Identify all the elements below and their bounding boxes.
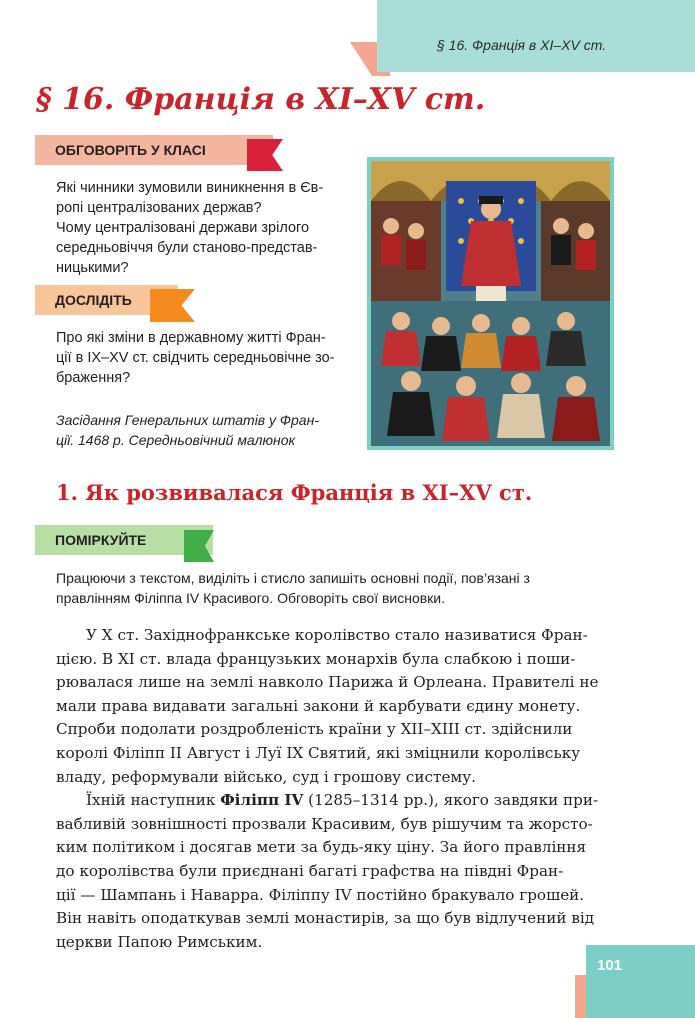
investigate-tag: ДОСЛІДІТЬ xyxy=(35,285,178,315)
think-task xyxy=(56,568,616,608)
body-line: У Х ст. Західнофранкське королівство стало називатися Фран- xyxy=(86,626,588,644)
page-number-box xyxy=(586,945,695,1018)
body-line: рювалася лише на землі навколо Парижа й Орлеана. Правителі не xyxy=(56,673,599,692)
body-line: до королівства були приєднані багаті графства на півдні Фран- xyxy=(56,861,564,880)
philip-iv-bold: Філіпп IV xyxy=(220,791,304,810)
caption-line: Засідання Генеральних штатів у Фран- xyxy=(56,412,319,428)
main-text xyxy=(56,624,626,954)
discuss-ribbon-icon xyxy=(247,139,283,171)
discuss-line: ницькими? xyxy=(56,260,129,276)
body-line-first-p2 xyxy=(56,789,626,813)
think-line: правлінням Філіппа IV Красивого. Обговоріть свої висновки. xyxy=(56,590,446,606)
investigate-line: браження? xyxy=(56,370,131,386)
discuss-line: Які чинники зумовили виникнення в Єв- xyxy=(56,180,324,196)
illustration-caption xyxy=(56,410,356,450)
body-line: цією. В ХІ ст. влада французьких монархів була слабкою і поши- xyxy=(56,649,576,668)
body-text-run: Їхній наступник xyxy=(86,791,221,810)
body-line: ції — Шампань і Наварра. Філіппу IV постійно бракувало грошей. xyxy=(56,885,585,904)
header-band xyxy=(377,0,695,72)
running-header: § 16. Франція в ХІ–ХV ст. xyxy=(437,37,607,53)
investigate-questions xyxy=(56,328,356,388)
investigate-line: Про які зміни в державному житті Фран- xyxy=(56,330,326,346)
investigate-ribbon-icon xyxy=(150,289,195,322)
discuss-questions xyxy=(56,178,356,278)
body-line: Спроби подолати роздробленість країни у ХІІ–ХІІІ ст. здійснили xyxy=(56,720,573,739)
page-number: 101 xyxy=(597,957,623,974)
body-line: королі Філіпп ІІ Август і Луї ІХ Святий, які зміцнили королівську xyxy=(56,743,581,762)
body-line: Він навіть оподаткував землі монастирів, за що був відлучений від xyxy=(56,909,595,928)
body-line: мали права видавати загальні закони й карбувати єдину монету. xyxy=(56,696,581,715)
discuss-tag: ОБГОВОРІТЬ У КЛАСІ xyxy=(35,135,273,165)
investigate-line: ції в ІХ–ХV ст. свідчить середньовічне зо- xyxy=(56,350,335,366)
caption-line: ції. 1468 р. Середньовічний малюнок xyxy=(56,432,296,448)
think-line: Працюючи з текстом, виділіть і стисло запишіть основні події, пов’язані з xyxy=(56,570,530,586)
discuss-line: середньовіччя були станово-представ- xyxy=(56,240,318,256)
body-line: вабливій зовнішності прозвали Красивим, був рішучим та жорсто- xyxy=(56,814,593,833)
paragraph-title: § 16. Франція в ХІ–ХV ст. xyxy=(36,82,486,117)
body-line: владу, реформували військо, суд і грошову систему. xyxy=(56,767,477,786)
estates-general-painting xyxy=(371,161,610,446)
section-heading: 1. Як розвивалася Франція в ХІ–ХV ст. xyxy=(56,480,533,505)
discuss-line: Чому централізовані держави зрілого xyxy=(56,220,310,236)
discuss-line: ропі централізованих держав? xyxy=(56,200,262,216)
think-tag: ПОМІРКУЙТЕ xyxy=(35,525,213,555)
body-line: ким політиком і досягав мети за будь-яку ціну. За його правління xyxy=(56,838,587,857)
body-text-run: (1285–1314 рр.), якого завдяки при- xyxy=(303,791,599,810)
body-line: церкви Папою Римським. xyxy=(56,932,263,951)
medieval-illustration xyxy=(367,157,614,450)
